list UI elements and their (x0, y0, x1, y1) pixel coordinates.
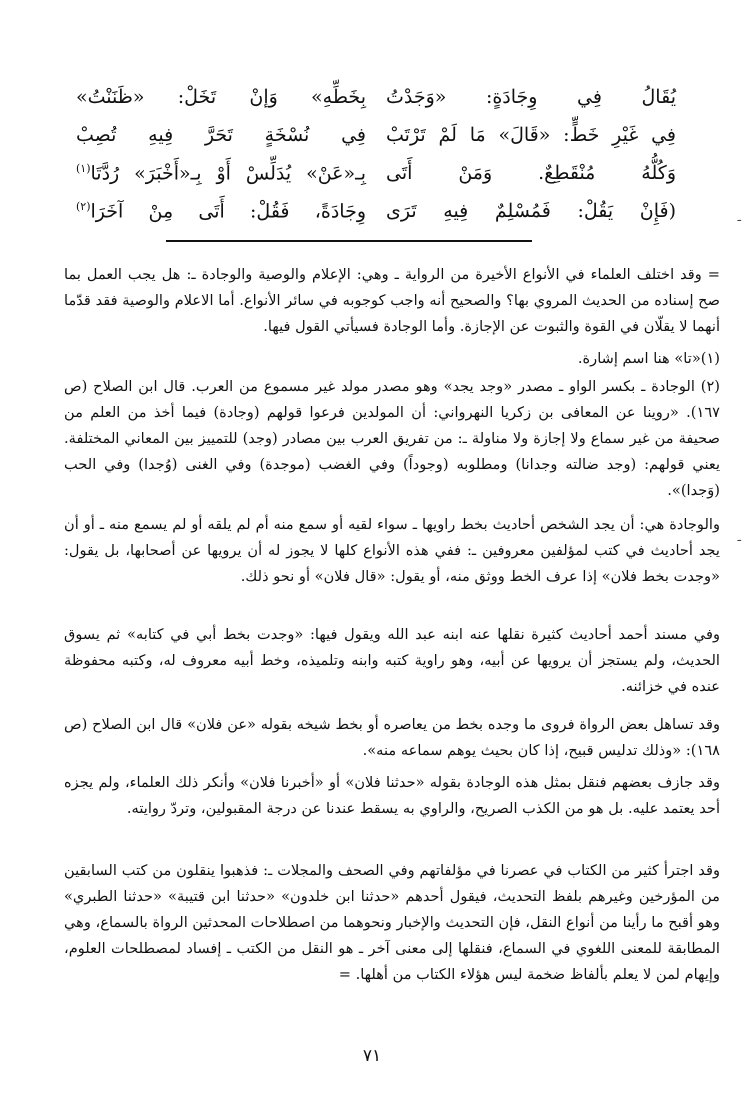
footnote-2 (64, 374, 720, 504)
poem-hemistich-left-wrap (76, 200, 366, 222)
intro-text: = وقد اختلف العلماء في الأنواع الأخيرة من الرواية ـ وهي: الإعلام والوصية والوجادة ـ: هل يجب العمل بما صح إسناده من الحديث المروي بها؟ والصحيح أنه واجب كوجوبه في سائر الأنواع. أما الاعلام والوصية فقد قدّما أنهما لا يقلّان في القوة والثبوت عن الإجازة. وأما الوجادة فسيأتي القول فيها. (64, 266, 720, 335)
page-number: ٧١ (362, 1046, 382, 1066)
intro-paragraph (64, 262, 720, 340)
poem-hemistich-left: فِي نُسْخَةٍ تَحَرَّ فِيهِ تُصِبْ (76, 124, 366, 146)
paragraph-3 (64, 712, 720, 764)
poem-row (76, 154, 676, 192)
poem-row (76, 78, 676, 116)
separator-rule (166, 240, 532, 242)
paragraph-1 (64, 512, 720, 590)
paragraph-5 (64, 858, 720, 988)
paragraph-2-text: وفي مسند أحمد أحاديث كثيرة نقلها عنه ابنه عبد الله ويقول فيها: «وجدت بخط أبي في كتابه» ثم يسوق الحديث، ولم يستجز أن يرويها عن أبيه، وهو راوية كتبه وابنه وتلميذه، وخط أبيه معروف له، وكتبه محفوظة عنده في خزائنه. (64, 626, 720, 695)
paragraph-2 (64, 622, 720, 700)
poem-hemistich-left: بِـ«عَنْ» يُدَلِّسْ أَوْ بِـ«أَخْبَرَ» رُدَّتَا (90, 162, 366, 185)
footnote-ref: (١) (76, 161, 91, 175)
margin-mark: ـ (737, 530, 741, 544)
poem-hemistich-right: يُقَالُ فِي وِجَادَةٍ: «وَجَدْتُ (386, 86, 676, 108)
paragraph-5-text: وقد اجترأ كثير من الكتاب في عصرنا في مؤلفاتهم وفي الصحف والمجلات ـ: فذهبوا ينقلون من كتب السابقين من المؤرخين وغيرهم بلفظ التحديث، فيقول أحدهم «حدثنا ابن خلدون» «حدثنا ابن قتيبة» «حدثنا الطبري» وهو أقبح ما رأينا من أنواع النقل، فإن التحديث والإخبار ونحوهما من اصطلاحات المحدثين الرواة بالسماع، وهي المطابقة للمعنى اللغوي في السماع، فنقلها إلى معنى آخر ـ هو النقل من الكتب ـ إفساد لمصطلحات العلوم، وإيهام لمن لا يعلم بألفاظ ضخمة ليس هؤلاء الكتاب من أهلها. = (64, 862, 720, 983)
footnote-2-text: (٢) الوجادة ـ بكسر الواو ـ مصدر «وجد يجد» وهو مصدر مولد غير مسموع من العرب. قال ابن الصلاح (ص ١٦٧). «روينا عن المعافى بن زكريا النهرواني: أن المولدين فرعوا قولهم (وجادة) فيما أخذ من العلم من صحيفة من غير سماع ولا إجازة ولا مناولة ـ: من تفريق العرب بين مصادر (وجد) للتمييز بين المعاني المختلفة. يعني قولهم: (وجد ضالته وجدانا) ومطلوبه (وجوداً) وفي الغضب (موجدة) وفي الغنى (وُجدا) وفي الحب (وَجدا)». (64, 378, 720, 499)
poem-row (76, 116, 676, 154)
footnote-ref: (٢) (76, 199, 91, 213)
poem-hemistich-left: وِجَادَةً، فَقُلْ: أَتَى مِنْ آخَرَا (90, 200, 366, 223)
poem-hemistich-left: بِخَطِّهِ» وَإنْ تَخَلْ: «ظَنَنْتُ» (76, 86, 366, 108)
poem-hemistich-right: (فَإِنْ يَقُلْ: فَمُسْلِمٌ فِيهِ تَرَى (386, 200, 676, 222)
footnote-1-text: (١)«تا» هنا اسم إشارة. (577, 350, 720, 367)
poem-verses (76, 78, 676, 230)
paragraph-4-text: وقد جازف بعضهم فنقل بمثل هذه الوجادة بقوله «حدثنا فلان» أو «أخبرنا فلان» وأنكر ذلك العلماء، ولم يجزه أحد يعتمد عليه. بل هو من الكذب الصريح، والراوي به يسقط عندنا عن درجة المقبولين، وتردّ روايته. (64, 774, 720, 817)
poem-hemistich-left-wrap (76, 162, 366, 184)
poem-row (76, 192, 676, 230)
paragraph-1-text: والوجادة هي: أن يجد الشخص أحاديث بخط راويها ـ سواء لقيه أو سمع منه أم لم يلقه أو لم يسمع منه ـ أو أن يجد أحاديث في كتب لمؤلفين معروفين ـ: ففي هذه الأنواع كلها لا يجوز له أن يرويها عن أصحابها، بل يقول: «وجدت بخط فلان» إذا عرف الخط ووثق منه، أو يقول: «قال فلان» أو نحو ذلك. (64, 516, 720, 585)
paragraph-4 (64, 770, 720, 822)
poem-hemistich-right: وَكُلُّهُ مُنْقَطِعٌ. وَمَنْ أَتَى (386, 162, 676, 184)
footnote-1 (64, 346, 720, 372)
margin-mark: ـ (737, 210, 741, 224)
poem-hemistich-right: فِي غَيْرِ خَطٍّ: «قَالَ» مَا لَمْ تَرْتَبْ (386, 124, 676, 146)
paragraph-3-text: وقد تساهل بعض الرواة فروى ما وجده بخط من يعاصره أو بخط شيخه بقوله «عن فلان» قال ابن الصلاح (ص ١٦٨): «وذلك تدليس قبيح، إذا كان بحيث يوهم سماعه منه». (64, 716, 720, 759)
